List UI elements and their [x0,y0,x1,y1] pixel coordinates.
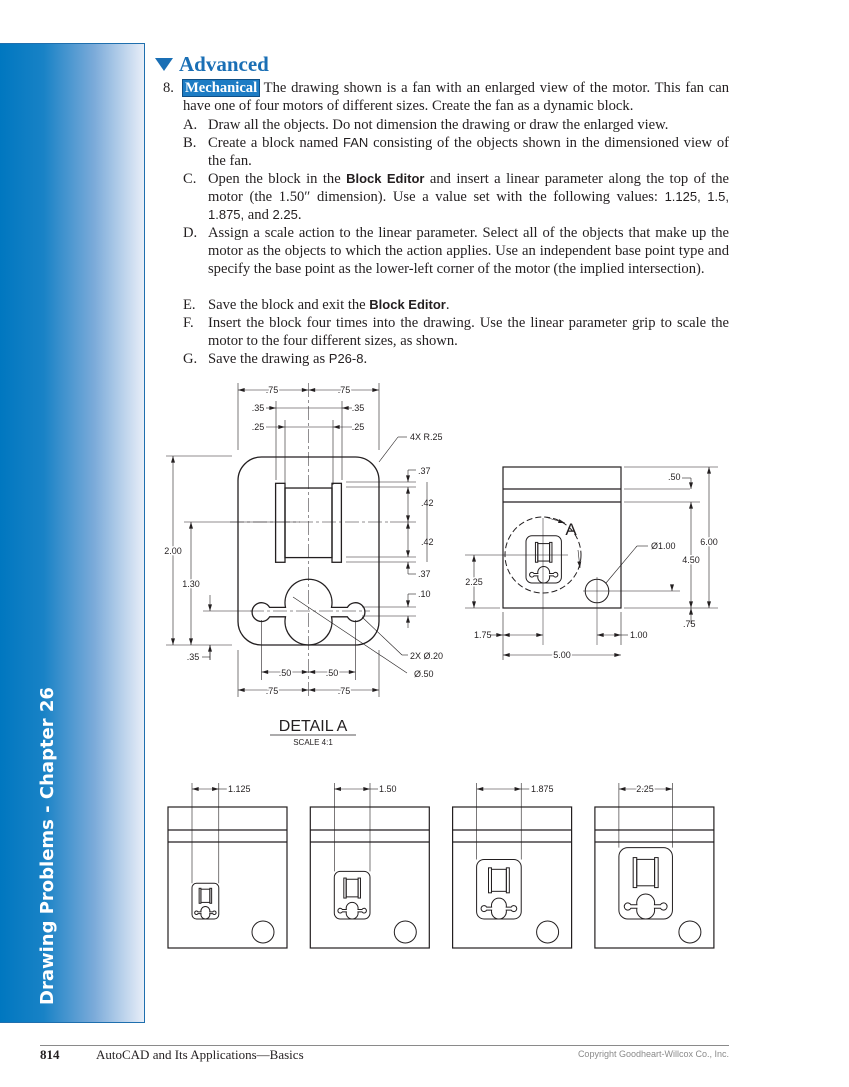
footer-divider [40,1045,729,1046]
dim-label: 2.00 [164,546,182,556]
problem-tag: Mechanical [185,80,258,96]
detail-a-labels [164,385,443,747]
dim-label: .37 [418,466,431,476]
mounting-hole [252,921,274,943]
motor-outline [619,848,673,919]
fan-outline [503,467,621,608]
motor-outline [334,871,370,919]
variant-label: 1.875 [531,784,554,794]
dim-label: .75 [337,686,351,696]
step-text: and [244,207,273,224]
dim-label: .50 [668,472,681,482]
step-letter: F. [183,315,194,331]
heading-title: Advanced [179,52,269,76]
motor-bar [276,483,285,562]
dim-label: 6.00 [700,537,718,547]
detail-scale: SCALE 4:1 [293,738,333,747]
step-text: Save the block and exit the [208,297,370,313]
dim-label: .75 [337,385,351,395]
motor-core [491,869,506,891]
dim-label: .37 [418,569,431,579]
dimension-arrow [545,517,565,523]
step-letter: C. [183,171,197,187]
page-number: 814 [40,1047,60,1062]
motor-core [637,859,655,885]
step-text: Assign a scale action to the linear parameter. Select all of the objects that make up the motor as the objects to which the action applies. Use an independent base point type and specify the base point as the lower-left corner of the motor (the implied intersection). [208,225,729,278]
motor-core [201,889,210,902]
detail-callout: A [565,520,577,539]
dim-label: .35 [251,403,265,413]
dim-label: 2X Ø.20 [410,651,444,661]
dim-label: .50 [325,668,339,678]
variant-label: 1.125 [228,784,251,794]
variant-label: 1.50 [379,784,397,794]
dim-label: .42 [421,498,434,508]
step-text: . [363,351,368,367]
dim-label: 1.75 [474,630,492,640]
variant-fan-outline [453,807,572,948]
command-name: Block Editor [346,171,425,186]
motor-slot [338,902,367,919]
detail-title: DETAIL A [278,718,348,735]
dim-label: 4X R.25 [410,432,443,442]
step-letter: E. [183,297,196,313]
dim-label: 4.50 [682,555,700,565]
variant-fan-outline [168,807,287,948]
motor-slot [624,894,667,919]
motor-slot [530,566,558,583]
command-name: Block Editor [369,297,446,312]
motor-bar [655,858,659,888]
extension-line [293,597,407,673]
mounting-hole [679,921,701,943]
dim-label: .75 [265,686,279,696]
motor-outline [526,536,561,583]
dim-label: .75 [265,385,279,395]
dim-label: 1.30 [182,579,200,589]
problem-number: 8. [163,80,174,96]
dim-label: 1.00 [630,630,648,640]
step-text: Insert the block four times into the drawing. Use the linear parameter grip to scale the motor to the four different sizes, as shown. [208,315,729,350]
motor-core [346,879,358,897]
step-text: consisting of the objects shown in the dimensioned view of the fan. [208,135,729,170]
dim-label: .10 [418,589,431,599]
step-text: Draw all the objects. Do not dimension the drawing or draw the enlarged view. [208,117,669,133]
dim-label: 2.25 [465,577,483,587]
step-letter: G. [183,351,198,367]
dim-label: .35 [186,652,200,662]
motor-core [538,544,550,561]
dim-label: Ø1.00 [651,541,676,551]
step-text: . [445,297,450,313]
dim-label: .75 [683,619,696,629]
motor-slot [481,898,517,919]
value-last: 2.25 [272,207,298,223]
book-title: AutoCAD and Its Applications—Basics [96,1047,304,1062]
value-list: 1.125, 1.5, 1.875, [208,189,729,223]
extension-line [362,617,402,655]
dimension-arrow [578,550,580,568]
extension-line [379,437,398,462]
dim-label: .42 [421,537,434,547]
step-letter: D. [183,225,198,241]
step-text: Open the block in the [208,171,347,187]
motor-slot [195,907,216,919]
dim-label: .35 [351,403,365,413]
sidebar-title: Drawing Problems - Chapter 26 [37,687,58,1005]
step-letter: A. [183,117,198,133]
dim-label: 5.00 [553,650,571,660]
motor-outline [192,883,219,919]
step-letter: B. [183,135,197,151]
file-name: P26-8 [328,351,364,366]
mounting-hole [394,921,416,943]
mounting-hole [537,921,559,943]
step-text: . [297,207,302,224]
step-text: Create a block named [208,135,343,151]
motor-bar [633,858,637,888]
motor-bar [332,483,341,562]
dim-label: .25 [251,422,265,432]
dim-label: .25 [351,422,365,432]
copyright: Copyright Goodheart-Willcox Co., Inc. [577,1049,729,1059]
dim-label: .50 [278,668,292,678]
variant-label: 2.25 [636,784,654,794]
intro-text: The drawing shown is a fan with an enlarged view of the motor. This fan can have one of four motors of different sizes. Create the fan as a dynamic block. [183,80,729,115]
step-text: Save the drawing as [208,351,329,367]
variant-labels [228,784,654,794]
motor-outline [477,860,522,920]
block-name: FAN [343,135,369,150]
dim-label: Ø.50 [414,669,434,679]
step-text: and insert a linear parameter along the top of the motor (the 1.50″ dimension). Use a value set with the following values: [208,171,729,206]
motor-slot [252,579,365,645]
